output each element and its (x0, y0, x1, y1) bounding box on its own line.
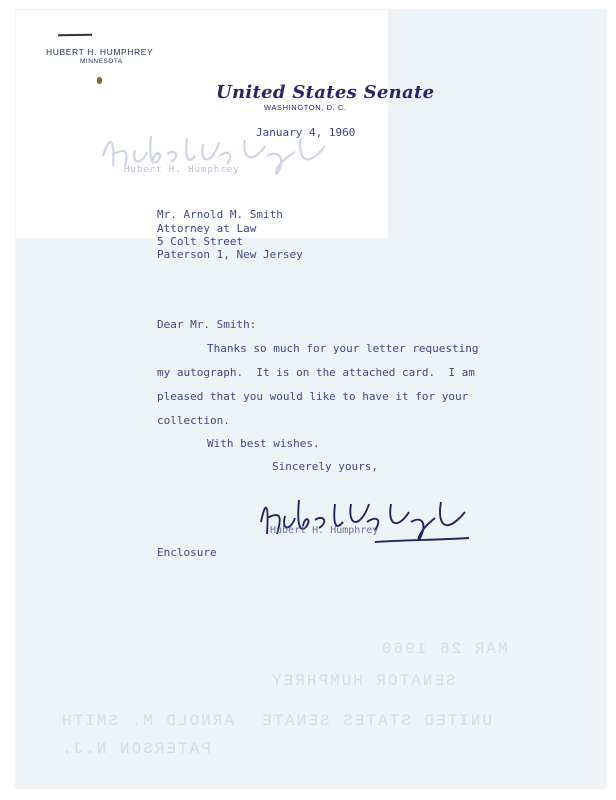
senate-city: WASHINGTON, D. C. (264, 103, 347, 112)
enclosure-note: Enclosure (157, 546, 217, 559)
stain-mark (97, 77, 102, 84)
bleed-through-text: SENATOR HUMPHREY (270, 672, 456, 690)
autograph-card (16, 10, 388, 238)
closing-line: Sincerely yours, (272, 460, 378, 473)
typed-signature-name: Hubert H. Humphrey (270, 525, 379, 536)
recipient-line: Attorney at Law (157, 222, 257, 235)
letter-date: January 4, 1960 (256, 126, 356, 139)
letterhead-state: MINNESOTA (80, 58, 123, 65)
body-line: collection. (157, 414, 230, 427)
bleed-through-text: UNITED STATES SENATE (260, 712, 493, 730)
bleed-through-text: ARNOLD M. SMITH (60, 712, 235, 730)
recipient-line: Mr. Arnold M. Smith (157, 208, 283, 221)
card-typed-name: Hubert H. Humphrey (124, 165, 240, 175)
body-line: pleased that you would like to have it for your (157, 390, 469, 403)
bleed-through-text: MAR 26 1960 (380, 640, 508, 658)
salutation: Dear Mr. Smith: (157, 318, 257, 331)
body-line: Thanks so much for your letter requesting (207, 342, 479, 355)
senate-title: United States Senate (216, 82, 435, 103)
wishes-line: With best wishes. (207, 437, 320, 450)
bleed-through-text: PATERSON N.J. (60, 740, 211, 758)
body-line: my autograph. It is on the attached card. I am (157, 366, 475, 379)
letterhead-name: HUBERT H. HUMPHREY (46, 47, 154, 57)
recipient-line: Paterson 1, New Jersey (157, 248, 303, 261)
recipient-line: 5 Colt Street (157, 235, 244, 248)
